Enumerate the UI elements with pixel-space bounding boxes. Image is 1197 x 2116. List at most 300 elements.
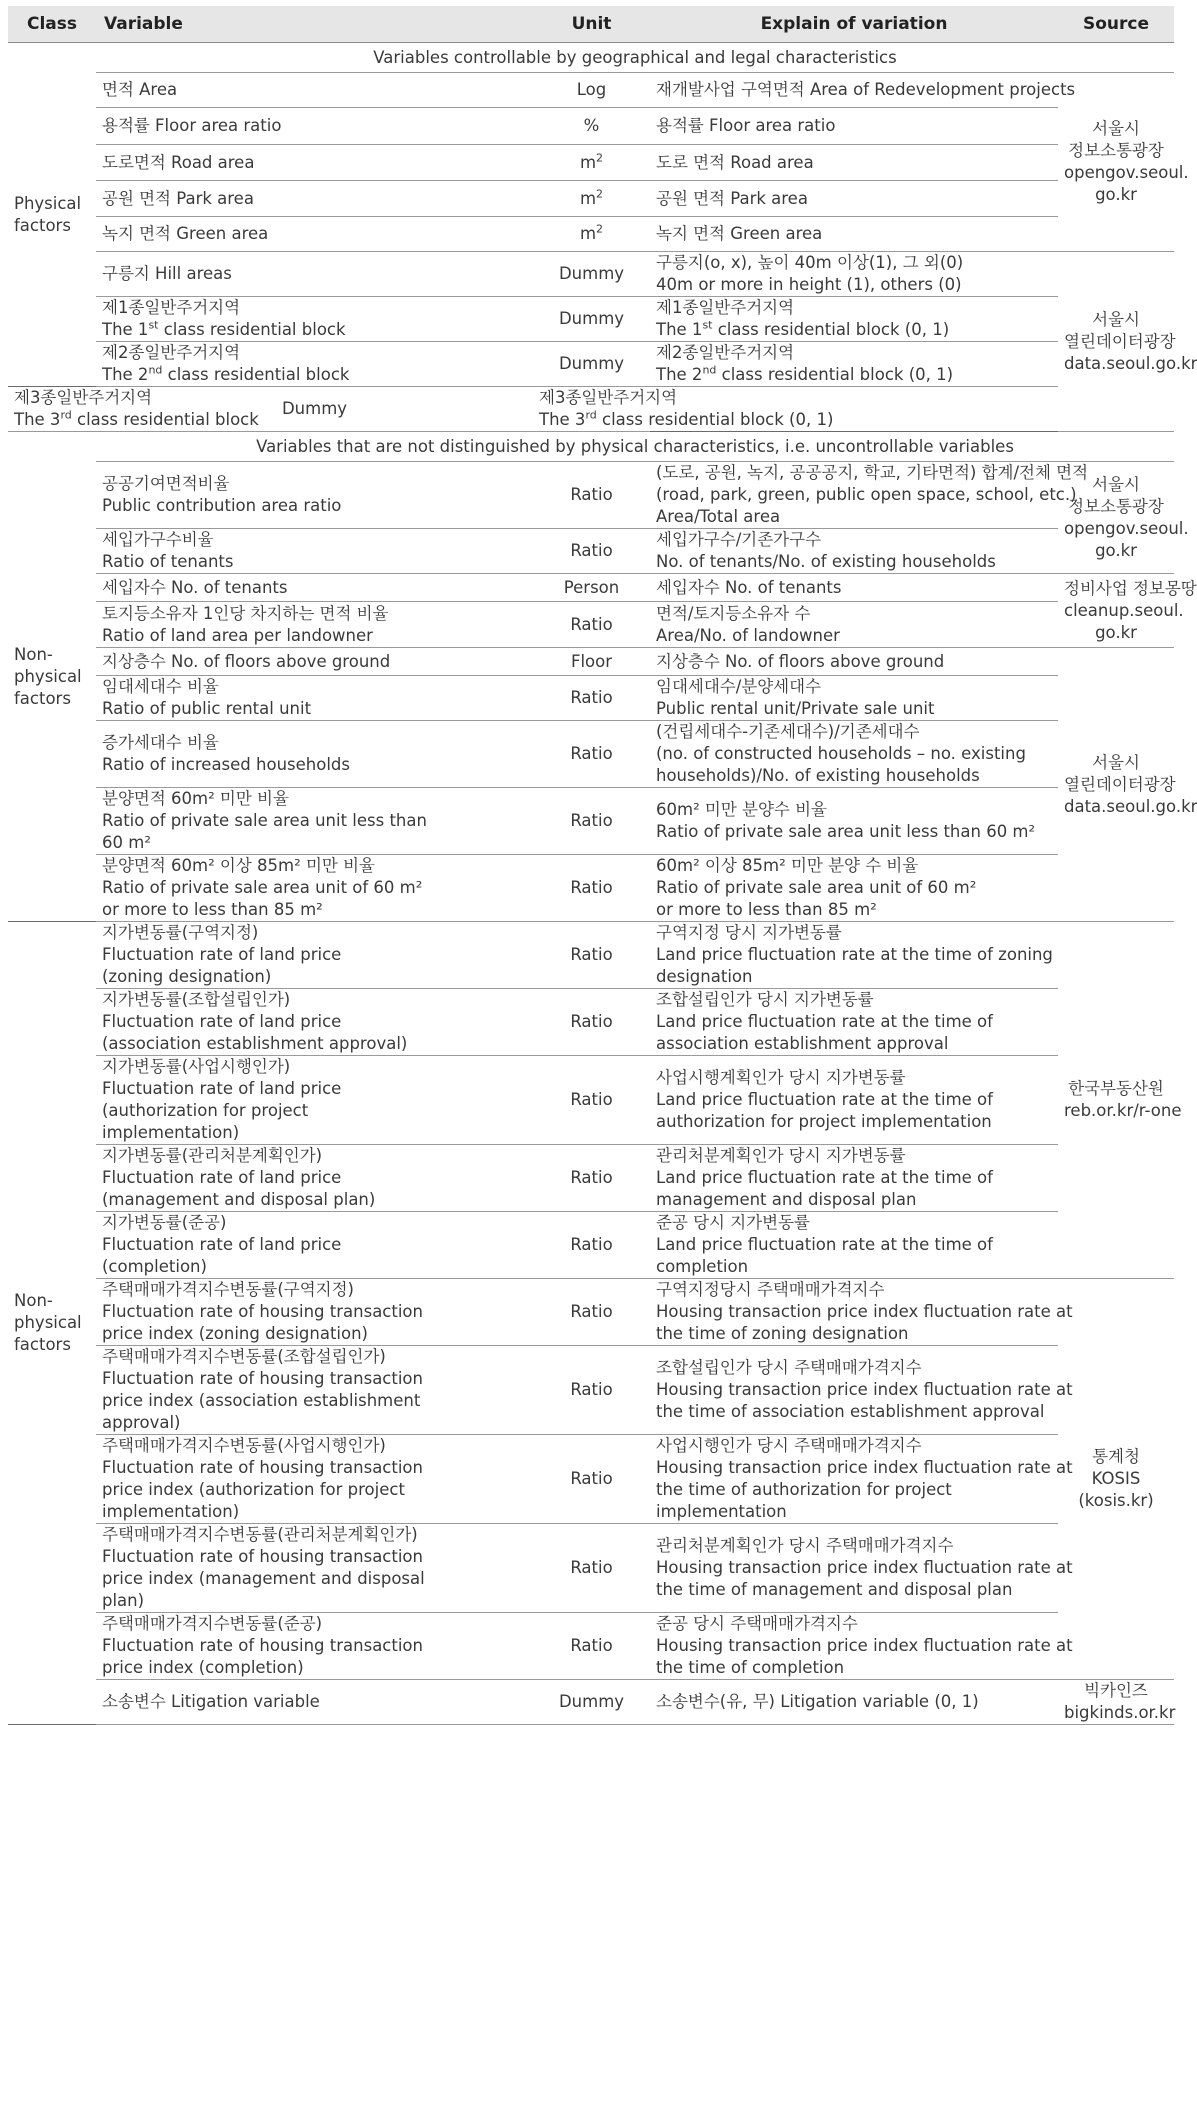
table-row — [8, 648, 1174, 676]
text-line — [102, 319, 527, 341]
source-cell — [1058, 73, 1189, 252]
unit-cell — [533, 297, 650, 342]
text-line: 임대세대수 비율 — [102, 677, 219, 696]
text-part: class residential block (0, 1) — [716, 365, 954, 384]
text-line: 세입자수 No. of tenants — [102, 577, 288, 597]
text-line: data.seoul.go.kr — [1064, 353, 1197, 373]
text-line: 열린데이터광장 — [1064, 331, 1176, 351]
variable-cell — [96, 574, 533, 602]
variable-cell — [96, 788, 533, 855]
text-line: Fluctuation rate of land price — [102, 1235, 342, 1254]
text-line: (management and disposal plan) — [102, 1190, 376, 1209]
variable-cell — [96, 648, 533, 676]
variables-table — [8, 6, 1197, 1725]
variable-cell — [96, 855, 533, 922]
text-line: 열린데이터광장 — [1064, 774, 1176, 794]
table-row — [8, 1613, 1174, 1680]
unit-cell — [533, 342, 650, 387]
text-part: class residential block — [158, 320, 346, 339]
explain-cell — [650, 676, 1058, 721]
text-line: 60 m² — [102, 833, 151, 852]
variable-cell — [96, 529, 533, 574]
text-line: the time of completion — [656, 1658, 845, 1677]
text-line: 녹지 면적 Green area — [102, 224, 269, 243]
unit-text: Ratio — [570, 485, 613, 504]
text-line: (completion) — [102, 1257, 207, 1276]
text-part: The 3 — [539, 410, 586, 429]
table-row — [8, 217, 1174, 252]
text-line: 통계청 — [1092, 1447, 1140, 1466]
explain-cell — [650, 529, 1058, 574]
class-cell — [8, 43, 96, 387]
unit-cell — [533, 1435, 650, 1524]
variable-cell — [96, 73, 533, 108]
table-row — [8, 145, 1174, 181]
explain-cell — [650, 1212, 1058, 1279]
text-line: Ratio of private sale area unit of 60 m² — [656, 878, 977, 897]
variable-cell — [96, 602, 533, 648]
variable-cell — [96, 252, 533, 297]
unit-superscript: 2 — [596, 222, 604, 236]
text-line: go.kr — [1095, 185, 1137, 204]
text-line: Public contribution area ratio — [102, 496, 342, 515]
text-line: 세입가구수비율 — [102, 530, 214, 549]
text-line: 정보소통광장 — [1068, 496, 1164, 516]
unit-cell — [533, 648, 650, 676]
unit-text: Ratio — [570, 1012, 613, 1031]
unit-cell — [533, 1613, 650, 1680]
unit-text: Dummy — [558, 264, 625, 283]
unit-cell — [533, 145, 650, 181]
source-cell — [1058, 574, 1197, 648]
variable-cell — [96, 1613, 533, 1680]
section-title: Variables controllable by geographical and legal characteristics — [96, 43, 1174, 73]
text-line: Housing transaction price index fluctuation rate at — [656, 1458, 1073, 1477]
table-row — [8, 1279, 1174, 1346]
variable-cell — [96, 1279, 533, 1346]
variable-cell — [96, 1435, 533, 1524]
text-line: the time of authorization for project — [656, 1480, 952, 1499]
text-line — [102, 364, 527, 386]
table-row — [8, 1435, 1174, 1524]
unit-text: Dummy — [558, 1692, 625, 1711]
text-line: or more to less than 85 m² — [102, 900, 323, 919]
variable-cell — [96, 342, 533, 387]
explain-cell — [650, 922, 1058, 989]
table-row — [8, 297, 1174, 342]
unit-cell — [533, 1346, 650, 1435]
text-line: 지가변동률(관리처분계획인가) — [102, 1146, 323, 1165]
ordinal-suffix: st — [702, 318, 713, 332]
text-part: class residential block (0, 1) — [712, 320, 950, 339]
explain-cell — [650, 1346, 1073, 1435]
explain-cell — [650, 1056, 1058, 1145]
explain-cell — [650, 73, 1076, 108]
unit-text: Ratio — [570, 1302, 613, 1321]
explain-cell — [650, 648, 1058, 676]
unit-text: Ratio — [570, 1168, 613, 1187]
text-line: cleanup.seoul. — [1064, 600, 1184, 620]
text-line: 지가변동률(구역지정) — [102, 923, 259, 942]
table-row — [8, 989, 1174, 1056]
text-line: Fluctuation rate of land price — [102, 1079, 342, 1098]
unit-cell — [533, 1212, 650, 1279]
text-line: 소송변수(유, 무) Litigation variable (0, 1) — [656, 1692, 979, 1711]
text-line: 공공기여면적비율 — [102, 474, 230, 493]
text-line: Ratio of private sale area unit less than 60 m² — [656, 822, 1036, 841]
text-line: 분양면적 60m² 이상 85m² 미만 비율 — [102, 856, 375, 875]
text-line: Housing transaction price index fluctuation rate at — [656, 1558, 1073, 1577]
unit-cell — [533, 1145, 650, 1212]
text-line: 주택매매가격지수변동률(조합설립인가) — [102, 1347, 386, 1366]
unit-text: Dummy — [281, 399, 348, 418]
text-line: price index (completion) — [102, 1658, 304, 1677]
unit-cell — [533, 855, 650, 922]
unit-cell — [533, 676, 650, 721]
text-line: 주택매매가격지수변동률(준공) — [102, 1614, 323, 1633]
table-row — [8, 462, 1174, 529]
explain-cell — [650, 989, 1058, 1056]
table-row — [8, 1145, 1174, 1212]
text-line: 용적률 Floor area ratio — [656, 116, 836, 135]
header-source: Source — [1058, 6, 1174, 43]
text-line: Land price fluctuation rate at the time of — [656, 1090, 993, 1109]
text-line: Ratio of private sale area unit of 60 m² — [102, 878, 423, 897]
text-line: Land price fluctuation rate at the time of — [656, 1235, 993, 1254]
ordinal-suffix: rd — [585, 408, 597, 422]
text-part: The 1 — [102, 320, 149, 339]
source-cell — [1058, 922, 1182, 1279]
table-row — [8, 73, 1174, 108]
text-line: No. of tenants/No. of existing households — [656, 552, 996, 571]
unit-text: Ratio — [570, 541, 613, 560]
text-line: Non- — [14, 644, 53, 664]
source-cell — [1058, 1279, 1174, 1680]
variable-cell — [96, 1346, 533, 1435]
unit-text: Person — [563, 577, 620, 597]
text-line: 제2종일반주거지역 — [656, 343, 795, 362]
text-line: implementation — [656, 1502, 787, 1521]
text-line: Housing transaction price index fluctuation rate at — [656, 1302, 1073, 1321]
unit-text: Ratio — [570, 1380, 613, 1399]
text-line — [656, 364, 1052, 386]
ordinal-suffix: nd — [148, 363, 163, 377]
table-row — [8, 676, 1174, 721]
table-row — [8, 602, 1174, 648]
explain-cell — [650, 788, 1058, 855]
explain-cell — [650, 721, 1058, 788]
table-row — [8, 1212, 1174, 1279]
unit-cell — [533, 1056, 650, 1145]
unit-text: Ratio — [570, 614, 613, 634]
text-line: 서울시 — [1092, 474, 1140, 494]
variable-cell — [96, 989, 533, 1056]
table-row — [8, 922, 1174, 989]
class-cell — [8, 432, 96, 922]
source-cell — [1058, 1680, 1174, 1725]
explain-cell — [650, 1680, 1058, 1725]
text-line: Public rental unit/Private sale unit — [656, 699, 935, 718]
table-row — [8, 342, 1174, 387]
variable-cell — [96, 721, 533, 788]
text-line: 주택매매가격지수변동률(구역지정) — [102, 1280, 354, 1299]
unit-cell — [533, 922, 650, 989]
text-line — [14, 408, 259, 431]
text-line: 사업시행인가 당시 주택매매가격지수 — [656, 1436, 922, 1455]
text-line: Ratio of land area per landowner — [102, 625, 373, 645]
text-line: 관리처분계획인가 당시 지가변동률 — [656, 1146, 906, 1165]
table-row — [8, 574, 1174, 602]
text-line: Fluctuation rate of housing transaction — [102, 1547, 423, 1566]
variable-cell — [96, 922, 533, 989]
text-line: 지가변동률(준공) — [102, 1213, 227, 1232]
text-line: Ratio of private sale area unit less than — [102, 811, 427, 830]
explain-cell — [650, 1279, 1073, 1346]
table-row — [8, 529, 1174, 574]
text-line: 지가변동률(사업시행인가) — [102, 1057, 291, 1076]
text-line: 녹지 면적 Green area — [656, 224, 823, 243]
text-line: the time of management and disposal plan — [656, 1580, 1013, 1599]
unit-text: Ratio — [570, 1469, 613, 1488]
text-line: price index (zoning designation) — [102, 1324, 368, 1343]
text-line: Housing transaction price index fluctuation rate at — [656, 1380, 1073, 1399]
ordinal-suffix: st — [148, 318, 159, 332]
explain-cell — [650, 342, 1058, 387]
text-line: 제2종일반주거지역 — [102, 343, 241, 362]
text-line: 한국부동산원 — [1068, 1079, 1164, 1098]
text-line: 준공 당시 주택매매가격지수 — [656, 1614, 858, 1633]
text-line: 제3종일반주거지역 — [14, 388, 153, 407]
text-line: (zoning designation) — [102, 967, 272, 986]
text-line: (건립세대수-기존세대수)/기존세대수 — [656, 722, 920, 741]
table-row — [8, 252, 1174, 297]
text-line: 준공 당시 지가변동률 — [656, 1213, 810, 1232]
explain-cell — [650, 297, 1058, 342]
text-line: 증가세대수 비율 — [102, 733, 219, 752]
text-line: 정비사업 정보몽땅 — [1064, 578, 1197, 598]
variable-cell — [96, 297, 533, 342]
text-line: 용적률 Floor area ratio — [102, 116, 282, 135]
source-cell — [1058, 648, 1197, 922]
unit-cell — [533, 529, 650, 574]
unit-cell — [533, 181, 650, 217]
text-line: management and disposal plan — [656, 1190, 917, 1209]
table-row — [8, 108, 1174, 145]
text-line: or more to less than 85 m² — [656, 900, 877, 919]
text-line: 공원 면적 Park area — [656, 188, 808, 208]
text-line: Ratio of tenants — [102, 552, 234, 571]
text-line: 60m² 미만 분양수 비율 — [656, 800, 827, 819]
section-row — [8, 43, 1174, 73]
text-line: data.seoul.go.kr — [1064, 796, 1197, 816]
unit-text: Ratio — [570, 1090, 613, 1109]
explain-cell — [650, 1435, 1073, 1524]
text-line: KOSIS — [1091, 1469, 1141, 1488]
unit-text: Ratio — [570, 744, 613, 763]
variable-cell — [96, 1145, 533, 1212]
text-line: reb.or.kr/r-one — [1064, 1101, 1182, 1120]
text-line: 40m or more in height (1), others (0) — [656, 275, 962, 294]
unit-cell — [533, 1524, 650, 1613]
unit-text: Ratio — [570, 1558, 613, 1577]
unit-cell — [533, 73, 650, 108]
text-line: 토지등소유자 1인당 차지하는 면적 비율 — [102, 603, 389, 623]
text-line: factors — [14, 688, 71, 708]
unit-cell — [533, 252, 650, 297]
text-line: Ratio of public rental unit — [102, 699, 312, 718]
text-line: opengov.seoul. — [1064, 518, 1189, 538]
text-part: The 2 — [656, 365, 703, 384]
text-line: bigkinds.or.kr — [1064, 1703, 1176, 1722]
text-line: 구릉지(o, x), 높이 40m 이상(1), 그 외(0) — [656, 253, 964, 272]
explain-cell — [650, 1524, 1073, 1613]
explain-cell — [650, 1613, 1073, 1680]
table-row — [8, 721, 1174, 788]
table-row — [8, 788, 1174, 855]
text-line: 세입가구수/기존가구수 — [656, 530, 821, 549]
text-line: Land price fluctuation rate at the time of — [656, 1168, 993, 1187]
variable-cell — [96, 462, 533, 529]
variable-cell — [96, 181, 533, 217]
text-line: approval) — [102, 1413, 181, 1432]
text-line: 정보소통광장 — [1068, 141, 1164, 160]
explain-cell — [650, 1145, 1058, 1212]
explain-cell — [650, 252, 1058, 297]
explain-cell — [650, 602, 1058, 648]
section-row — [8, 432, 1174, 462]
unit-cell — [533, 462, 650, 529]
text-line: 지상층수 No. of floors above ground — [102, 651, 391, 671]
unit-text: Ratio — [570, 1235, 613, 1254]
text-line: completion — [656, 1257, 749, 1276]
text-part: The 1 — [656, 320, 703, 339]
unit-text: m — [579, 224, 597, 243]
table-row — [8, 1680, 1174, 1725]
variable-cell — [96, 1680, 533, 1725]
text-line: Fluctuation rate of housing transaction — [102, 1302, 423, 1321]
explain-cell — [650, 462, 1089, 529]
text-line: Fluctuation rate of housing transaction — [102, 1369, 423, 1388]
unit-text: Ratio — [570, 945, 613, 964]
text-line: opengov.seoul. — [1064, 163, 1189, 182]
text-line: price index (management and disposal — [102, 1569, 425, 1588]
text-line: authorization for project implementation — [656, 1112, 992, 1131]
text-line: households)/No. of existing households — [656, 766, 980, 785]
header-variable: Variable — [96, 6, 533, 43]
variable-cell — [96, 1524, 533, 1613]
unit-cell — [533, 602, 650, 648]
variable-cell — [96, 1056, 533, 1145]
unit-superscript: 2 — [596, 187, 604, 200]
text-line: 조합설립인가 당시 지가변동률 — [656, 990, 874, 1009]
header-explain: Explain of variation — [650, 6, 1058, 43]
text-line: physical — [14, 666, 82, 686]
unit-superscript: 2 — [596, 151, 604, 164]
unit-text: Log — [576, 80, 607, 99]
explain-cell — [650, 217, 1058, 252]
text-line: go.kr — [1095, 540, 1137, 560]
text-line: 주택매매가격지수변동률(관리처분계획인가) — [102, 1525, 418, 1544]
text-line: go.kr — [1095, 622, 1137, 642]
text-line: factors — [14, 215, 71, 235]
text-line: 60m² 이상 85m² 미만 분양 수 비율 — [656, 856, 919, 875]
section-title: Variables that are not distinguished by physical characteristics, i.e. uncontrollable variables — [96, 432, 1174, 462]
unit-text: Ratio — [570, 1636, 613, 1655]
text-line: Fluctuation rate of land price — [102, 1168, 342, 1187]
text-line: (authorization for project — [102, 1101, 309, 1120]
text-line: Fluctuation rate of housing transaction — [102, 1458, 423, 1477]
table-row — [8, 1524, 1174, 1613]
text-line: 면적/토지등소유자 수 — [656, 603, 811, 623]
text-part: The 2 — [102, 365, 149, 384]
text-line: Land price fluctuation rate at the time of zoning — [656, 945, 1053, 964]
explain-cell — [650, 145, 1058, 181]
variable-cell — [96, 1212, 533, 1279]
text-part: class residential block (0, 1) — [596, 410, 834, 429]
table-row — [8, 1056, 1174, 1145]
text-line: Area/Total area — [656, 507, 781, 526]
unit-cell — [533, 108, 650, 145]
explain-cell — [650, 855, 1058, 922]
text-line: (no. of constructed households – no. existing — [656, 744, 1026, 763]
text-line: 임대세대수/분양세대수 — [656, 677, 821, 696]
variable-cell — [96, 217, 533, 252]
text-line: 주택매매가격지수변동률(사업시행인가) — [102, 1436, 386, 1455]
table-row — [8, 855, 1174, 922]
text-line: plan) — [102, 1591, 145, 1610]
explain-cell — [650, 181, 1058, 217]
text-line: price index (association establishment — [102, 1391, 421, 1410]
text-line: 서울시 — [1092, 119, 1140, 138]
variable-cell — [96, 676, 533, 721]
text-line: Ratio of increased households — [102, 755, 350, 774]
text-line: implementation) — [102, 1502, 240, 1521]
text-line: physical — [14, 1313, 82, 1332]
text-line: (kosis.kr) — [1078, 1491, 1154, 1510]
class-cell — [8, 922, 96, 1725]
text-line: 제1종일반주거지역 — [102, 298, 241, 317]
text-line: 지상층수 No. of floors above ground — [656, 651, 945, 671]
text-line: 공원 면적 Park area — [102, 188, 254, 208]
unit-text: Dummy — [558, 309, 625, 328]
ordinal-suffix: rd — [60, 408, 72, 422]
text-line: Fluctuation rate of housing transaction — [102, 1636, 423, 1655]
text-line: implementation) — [102, 1123, 240, 1142]
unit-text: Ratio — [570, 878, 613, 897]
table-row — [8, 387, 1174, 432]
text-line: 빅카인즈 — [1084, 1681, 1148, 1700]
text-line: 세입자수 No. of tenants — [656, 577, 842, 597]
text-line — [656, 319, 1052, 341]
text-line: Land price fluctuation rate at the time of — [656, 1012, 993, 1031]
header-row — [8, 6, 1174, 43]
unit-text: m — [579, 152, 597, 172]
header-class: Class — [8, 6, 96, 43]
text-line — [539, 408, 834, 431]
unit-cell — [533, 1680, 650, 1725]
text-line: Non- — [14, 1291, 53, 1310]
unit-cell — [533, 989, 650, 1056]
text-line: Fluctuation rate of land price — [102, 945, 342, 964]
text-line: the time of zoning designation — [656, 1324, 909, 1343]
text-line: the time of association establishment approval — [656, 1402, 1045, 1421]
header-unit: Unit — [533, 6, 650, 43]
text-line: designation — [656, 967, 753, 986]
variable-cell — [96, 108, 533, 145]
unit-cell — [533, 217, 650, 252]
text-line: 구역지정 당시 지가변동률 — [656, 923, 842, 942]
text-part: class residential block — [71, 410, 259, 429]
